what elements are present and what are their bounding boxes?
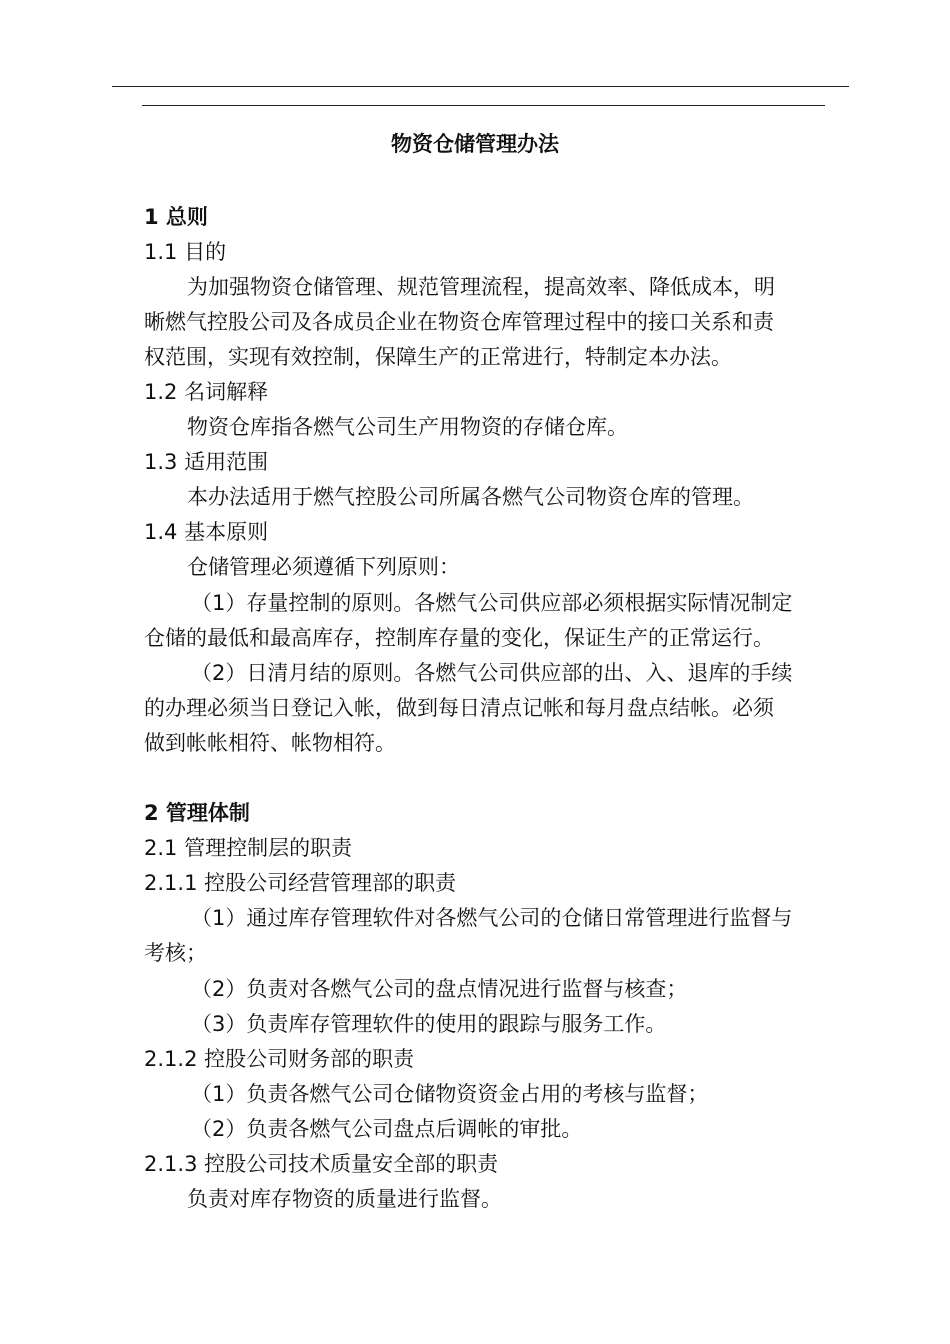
paragraph-line: 权范围，实现有效控制，保障生产的正常进行，特制定本办法。 <box>144 345 732 369</box>
subsection-heading-operations-dept: 2.1.1 控股公司经营管理部的职责 <box>144 871 457 895</box>
subsection-heading-scope: 1.3 适用范围 <box>144 450 269 474</box>
paragraph-line: 晰燃气控股公司及各成员企业在物资仓库管理过程中的接口关系和责 <box>144 310 774 334</box>
list-item-line: （3）负责库存管理软件的使用的跟踪与服务工作。 <box>191 1012 667 1036</box>
section-heading-general: 1 总则 <box>144 205 208 229</box>
list-item-line: 考核； <box>144 941 207 965</box>
list-item-line: （1）存量控制的原则。各燃气公司供应部必须根据实际情况制定 <box>191 591 793 615</box>
list-item-line: 仓储的最低和最高库存，控制库存量的变化，保证生产的正常运行。 <box>144 626 774 650</box>
subsection-heading-control-duties: 2.1 管理控制层的职责 <box>144 836 353 860</box>
subsection-heading-definitions: 1.2 名词解释 <box>144 380 269 404</box>
paragraph-line: 仓储管理必须遵循下列原则： <box>187 555 460 579</box>
paragraph-line: 本办法适用于燃气控股公司所属各燃气公司物资仓库的管理。 <box>187 485 754 509</box>
list-item-line: （2）日清月结的原则。各燃气公司供应部的出、入、退库的手续 <box>191 661 793 685</box>
subsection-heading-quality-dept: 2.1.3 控股公司技术质量安全部的职责 <box>144 1152 499 1176</box>
header-rule-inner <box>142 105 825 106</box>
subsection-heading-purpose: 1.1 目的 <box>144 240 227 264</box>
paragraph-line: 为加强物资仓储管理、规范管理流程，提高效率、降低成本，明 <box>187 275 775 299</box>
paragraph-line: 物资仓库指各燃气公司生产用物资的存储仓库。 <box>187 415 628 439</box>
list-item-line: （1）通过库存管理软件对各燃气公司的仓储日常管理进行监督与 <box>191 906 793 930</box>
section-heading-management: 2 管理体制 <box>144 801 250 825</box>
list-item-line: 的办理必须当日登记入帐，做到每日清点记帐和每月盘点结帐。必须 <box>144 696 774 720</box>
header-rule-outer <box>112 86 849 87</box>
subsection-heading-finance-dept: 2.1.2 控股公司财务部的职责 <box>144 1047 415 1071</box>
list-item-line: （1）负责各燃气公司仓储物资资金占用的考核与监督； <box>191 1082 709 1106</box>
list-item-line: （2）负责对各燃气公司的盘点情况进行监督与核查； <box>191 977 688 1001</box>
list-item-line: （2）负责各燃气公司盘点后调帐的审批。 <box>191 1117 583 1141</box>
list-item-line: 做到帐帐相符、帐物相符。 <box>144 731 396 755</box>
subsection-heading-principles: 1.4 基本原则 <box>144 520 269 544</box>
paragraph-line: 负责对库存物资的质量进行监督。 <box>187 1187 502 1211</box>
document-title: 物资仓储管理办法 <box>391 132 559 156</box>
